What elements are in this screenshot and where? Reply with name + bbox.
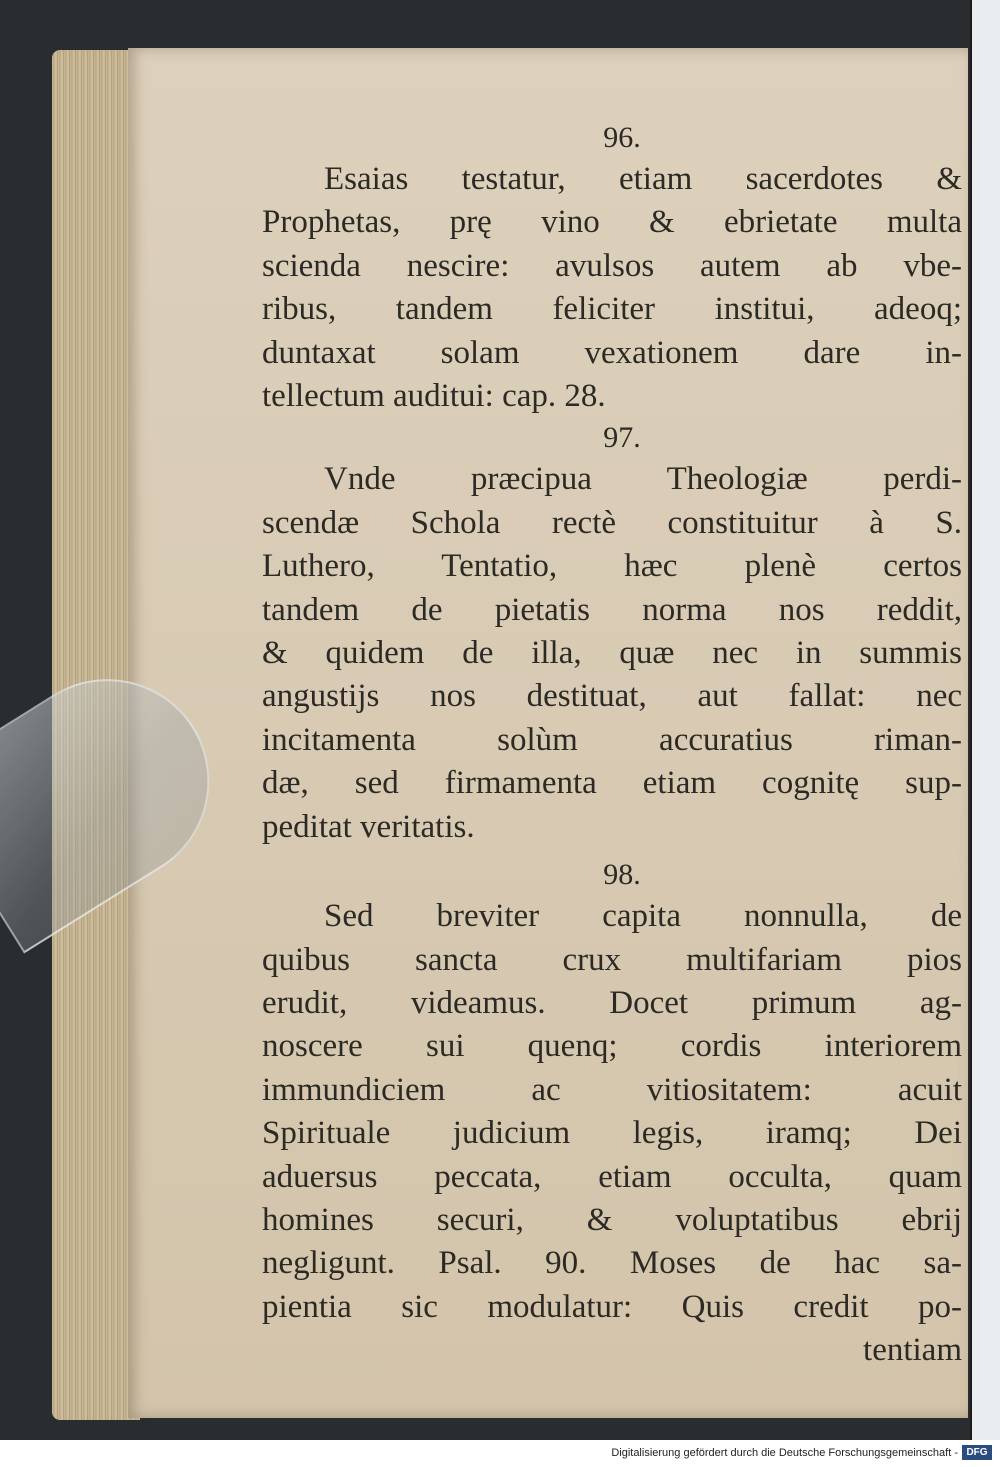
page-text <box>262 118 962 1373</box>
text-line: Luthero, Tentatio, hæc plenè certos <box>262 548 962 585</box>
catchword: tentiam <box>863 1332 962 1369</box>
section-number: 96. <box>603 121 641 154</box>
text-line: & quidem de illa, quæ nec in summis <box>262 635 962 672</box>
footer <box>0 1440 1000 1467</box>
text-line: angustijs nos destituat, aut fallat: nec <box>262 678 962 715</box>
text-line: homines securi, & voluptatibus ebrij <box>262 1201 962 1238</box>
text-line: negligunt. Psal. 90. Moses de hac sa- <box>262 1245 962 1282</box>
text-line: tellectum auditui: cap. 28. <box>262 378 606 415</box>
text-line: ribus, tandem feliciter institui, adeoq; <box>262 291 962 328</box>
text-line: aduersus peccata, etiam occulta, quam <box>262 1158 962 1195</box>
text-line: pientia sic modulatur: Quis credit po- <box>262 1288 962 1325</box>
text-line: noscere sui quenq; cordis interiorem <box>262 1028 962 1065</box>
paragraph <box>262 158 962 418</box>
text-line: erudit, videamus. Docet primum ag- <box>262 984 962 1021</box>
section-number: 98. <box>603 858 641 892</box>
text-line: Vnde præcipua Theologiæ perdi- <box>324 461 962 498</box>
text-line: dæ, sed firmamenta etiam cognitę sup- <box>262 765 962 802</box>
text-line: Esaias testatur, etiam sacerdotes & <box>324 161 962 197</box>
text-line: incitamenta solùm accuratius riman- <box>262 721 962 758</box>
text-line: scienda nescire: avulsos autem ab vbe- <box>262 247 962 284</box>
scan-ruler <box>970 0 1000 1440</box>
text-line: peditat veritatis. <box>262 808 475 845</box>
paragraph <box>262 458 962 849</box>
text-line: duntaxat solam vexationem dare in- <box>262 334 962 371</box>
text-line: Prophetas, prę vino & ebrietate multa <box>262 204 962 241</box>
text-line: Sed breviter capita nonnulla, de <box>324 898 962 935</box>
text-line: Spirituale judicium legis, iramq; Dei <box>262 1115 962 1152</box>
text-line: scendæ Schola rectè constituitur à S. <box>262 504 962 541</box>
text-line: tandem de pietatis norma nos reddit, <box>262 591 962 628</box>
dfg-logo: DFG <box>962 1445 992 1460</box>
section-number: 97. <box>603 421 641 455</box>
text-line: immundiciem ac vitiositatem: acuit <box>262 1071 962 1108</box>
text-line: quibus sancta crux multifariam pios <box>262 941 962 978</box>
paragraph <box>262 895 962 1329</box>
footer-credit: Digitalisierung gefördert durch die Deutsche Forschungsgemeinschaft - <box>611 1447 958 1459</box>
